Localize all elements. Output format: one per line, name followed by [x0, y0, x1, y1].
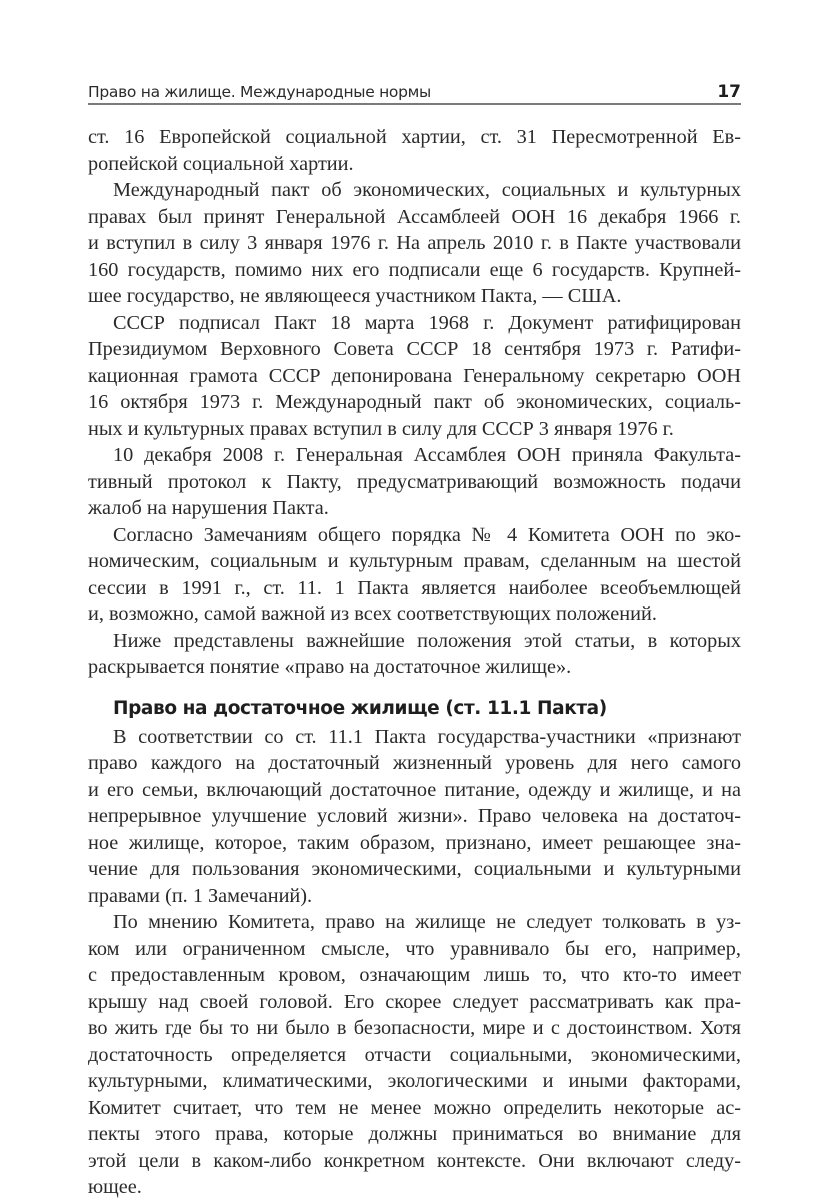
- paragraph: [88, 724, 741, 910]
- text-line: 16 октября 1973 г. Международный пакт об экономических, социаль-: [88, 391, 741, 413]
- section-heading: Право на достаточное жилище (ст. 11.1 Пакта): [113, 697, 607, 719]
- text-line: 10 декабря 2008 г. Генеральная Ассамблея ООН приняла Факульта-: [113, 444, 741, 466]
- text-line: ст. 16 Европейской социальной хартии, ст. 31 Пересмотренной Ев-: [88, 126, 741, 148]
- text-line: непрерывное улучшение условий жизни». Право человека на достаточ-: [88, 805, 741, 827]
- page-number: 17: [717, 82, 741, 102]
- paragraphs-before-section: [88, 124, 741, 681]
- text-line: Комитет считает, что тем не менее можно определить некоторые ас-: [88, 1096, 741, 1119]
- text-line: достаточность определяется отчасти социальными, экономическими,: [88, 1043, 741, 1066]
- text-line: Ниже представлены важнейшие положения этой статьи, в которых: [113, 629, 741, 652]
- text-line: ных и культурных правах вступил в силу для СССР 3 января 1976 г.: [88, 417, 674, 440]
- paragraph: [88, 177, 741, 310]
- text-line: во жить где бы то ни было в безопасности, мире и с достоинством. Хотя: [88, 1017, 741, 1039]
- text-line: По мнению Комитета, право на жилище не следует толковать в уз-: [113, 911, 741, 933]
- text-line: Согласно Замечаниям общего порядка № 4 Комитета ООН по эко-: [113, 523, 741, 546]
- text-line: чение для пользования экономическими, социальными и культурными: [88, 858, 741, 880]
- text-line: раскрывается понятие «право на достаточное жилище».: [88, 656, 572, 678]
- paragraph: [88, 628, 741, 681]
- text-line: СССР подписал Пакт 18 марта 1968 г. Документ ратифицирован: [113, 311, 741, 334]
- text-line: тивный протокол к Пакту, предусматривающий возможность подачи: [88, 470, 741, 493]
- text-line: пекты этого права, которые должны приниматься во внимание для: [88, 1123, 741, 1145]
- paragraph: [88, 522, 741, 628]
- text-line: и вступил в силу 3 января 1976 г. На апрель 2010 г. в Пакте участвовали: [88, 232, 741, 254]
- text-line: и его семьи, включающий достаточное питание, одежду и жилище, и на: [88, 778, 741, 801]
- text-line: Международный пакт об экономических, социальных и культурных: [113, 179, 741, 201]
- body-text: [88, 124, 741, 1201]
- text-line: сессии в 1991 г., ст. 11. 1 Пакта является наиболее всеобъемлющей: [88, 576, 741, 599]
- paragraph: [88, 124, 741, 177]
- text-line: ющее.: [88, 1176, 142, 1198]
- text-line: Президиумом Верховного Совета СССР 18 сентября 1973 г. Ратифи-: [88, 338, 741, 360]
- text-line: правами (п. 1 Замечаний).: [88, 884, 313, 907]
- text-line: крышу над своей головой. Его скорее следует рассматривать как пра-: [88, 990, 741, 1013]
- running-head-title: Право на жилище. Международные нормы: [88, 83, 431, 101]
- text-line: В соответствии со ст. 11.1 Пакта государства-участники «признают: [113, 725, 741, 748]
- text-line: ное жилище, которое, таким образом, признано, имеет решающее зна-: [88, 831, 741, 854]
- text-line: кационная грамота СССР депонирована Генеральному секретарю ООН: [88, 364, 741, 387]
- paragraph: [88, 442, 741, 522]
- text-line: правах был принят Генеральной Ассамблеей ООН 16 декабря 1966 г.: [88, 205, 741, 228]
- running-head: [88, 78, 741, 105]
- text-line: право каждого на достаточный жизненный уровень для него самого: [88, 752, 741, 774]
- paragraph: [88, 909, 741, 1201]
- text-line: шее государство, не являющееся участником Пакта, — США.: [88, 285, 622, 307]
- text-line: этой цели в каком-либо конкретном контексте. Они включают следу-: [88, 1149, 741, 1172]
- text-line: жалоб на нарушения Пакта.: [88, 497, 329, 519]
- text-line: ком или ограниченном смысле, что уравнивало бы его, например,: [88, 937, 741, 960]
- text-line: 160 государств, помимо них его подписали еще 6 государств. Крупней-: [88, 258, 741, 281]
- paragraph: [88, 310, 741, 443]
- text-line: культурными, климатическими, экологическими и иными факторами,: [88, 1070, 741, 1092]
- text-line: и, возможно, самой важной из всех соответствующих положений.: [88, 603, 657, 625]
- section-paragraphs: [88, 724, 741, 1201]
- text-line: номическим, социальным и культурным правам, сделанным на шестой: [88, 550, 741, 572]
- book-page: [88, 78, 741, 1201]
- text-line: ропейской социальной хартии.: [88, 152, 354, 175]
- text-line: с предоставленным кровом, означающим лишь то, что кто-то имеет: [88, 964, 741, 986]
